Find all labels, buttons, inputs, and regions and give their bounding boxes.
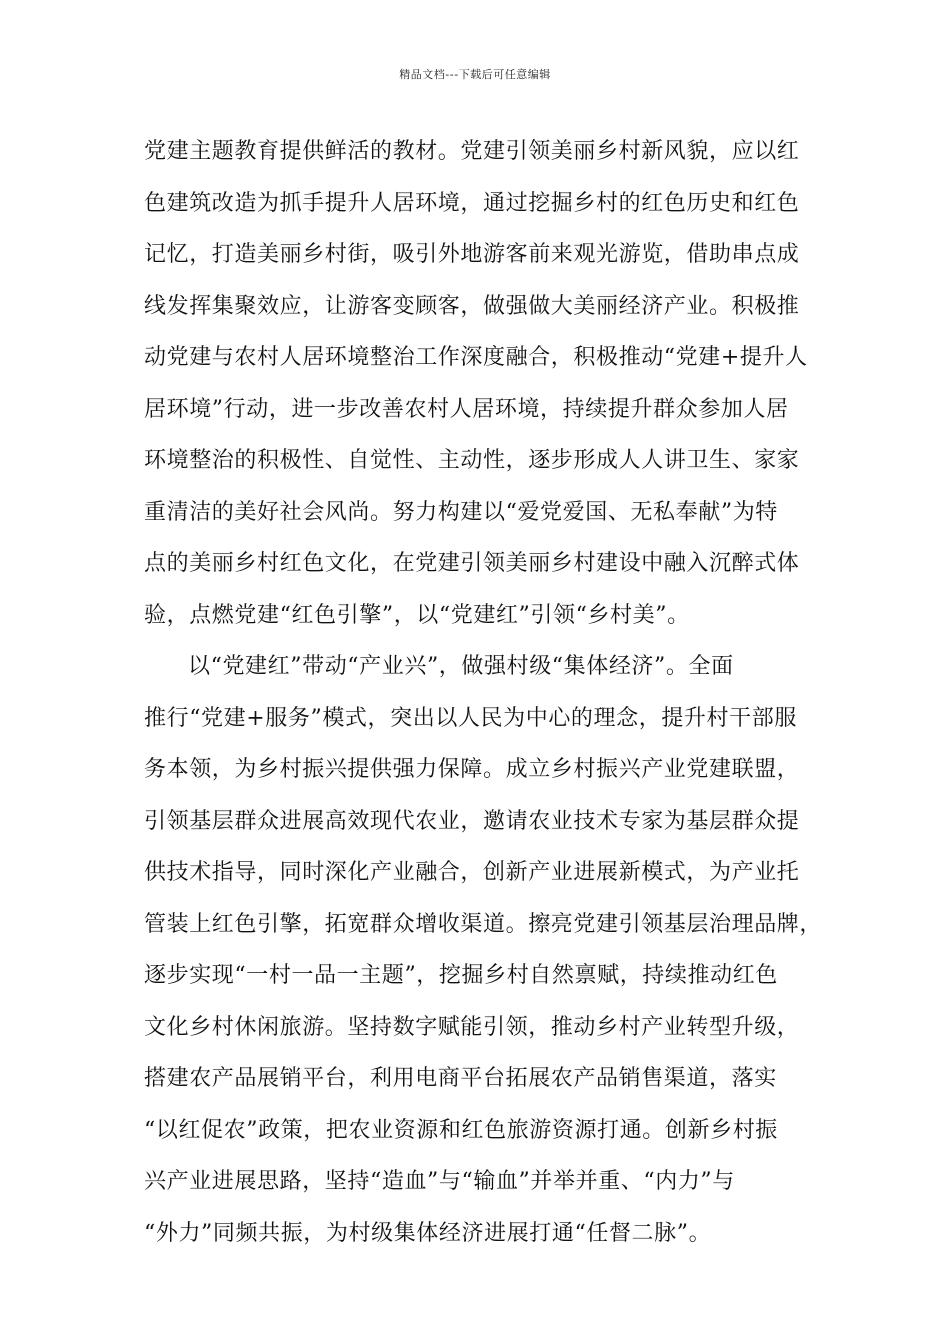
text-line: 以“党建红”带动“产业兴”，做强村级“集体经济”。全面 — [188, 654, 734, 679]
text-line: 供技术指导，同时深化产业融合，创新产业进展新模式，为产业托 — [144, 860, 800, 885]
text-line: 验，点燃党建“红色引擎”，以“党建红”引领“乡村美”。 — [144, 602, 690, 628]
page-header: 精品文档---下载后可任意编辑 — [399, 68, 551, 81]
text-line: 居环境”行动，进一步改善农村人居环境，持续提升群众参加人居 — [144, 396, 789, 422]
text-line: 色建筑改造为抓手提升人居环境，通过挖掘乡村的红色历史和红色 — [144, 190, 800, 216]
text-line: 搭建农产品展销平台，利用电商平台拓展农产品销售渠道，落实 — [144, 1066, 777, 1091]
text-line: 兴产业进展思路，坚持“造血”与“输血”并举并重、“内力”与 — [144, 1169, 735, 1194]
text-line: 环境整治的积极性、自觉性、主动性，逐步形成人人讲卫生、家家 — [144, 448, 800, 473]
text-line: 线发挥集聚效应，让游客变顾客，做强做大美丽经济产业。积极推 — [144, 293, 800, 319]
text-line: 文化乡村休闲旅游。坚持数字赋能引领，推动乡村产业转型升级， — [144, 1014, 800, 1040]
text-line: 记忆，打造美丽乡村街，吸引外地游客前来观光游览，借助串点成 — [144, 242, 800, 267]
paragraph-1 — [144, 130, 812, 645]
text-line: 重清洁的美好社会风尚。努力构建以“爱党爱国、无私奉献”为特 — [144, 499, 778, 525]
text-line: “外力”同频共振，为村级集体经济进展打通“任督二脉”。 — [144, 1220, 712, 1246]
text-line: 逐步实现“一村一品一主题”，挖掘乡村自然禀赋，持续推动红色 — [144, 963, 778, 988]
document-body — [144, 130, 823, 1263]
text-line: 管装上红色引擎，拓宽群众增收渠道。擦亮党建引领基层治理品牌， — [144, 911, 823, 937]
text-line: “以红促农”政策，把农业资源和红色旅游资源打通。创新乡村振 — [144, 1117, 778, 1143]
paragraph-2 — [144, 645, 823, 1263]
text-line: 务本领，为乡村振兴提供强力保障。成立乡村振兴产业党建联盟， — [144, 757, 800, 782]
text-line: 引领基层群众进展高效现代农业，邀请农业技术专家为基层群众提 — [144, 808, 800, 834]
text-line: 党建主题教育提供鲜活的教材。党建引领美丽乡村新风貌，应以红 — [144, 139, 800, 164]
text-line: 推行“党建+服务”模式，突出以人民为中心的理念，提升村干部服 — [144, 705, 797, 731]
text-line: 动党建与农村人居环境整治工作深度融合，积极推动“党建+提升人 — [144, 345, 808, 370]
text-line: 点的美丽乡村红色文化，在党建引领美丽乡村建设中融入沉醉式体 — [144, 551, 800, 576]
